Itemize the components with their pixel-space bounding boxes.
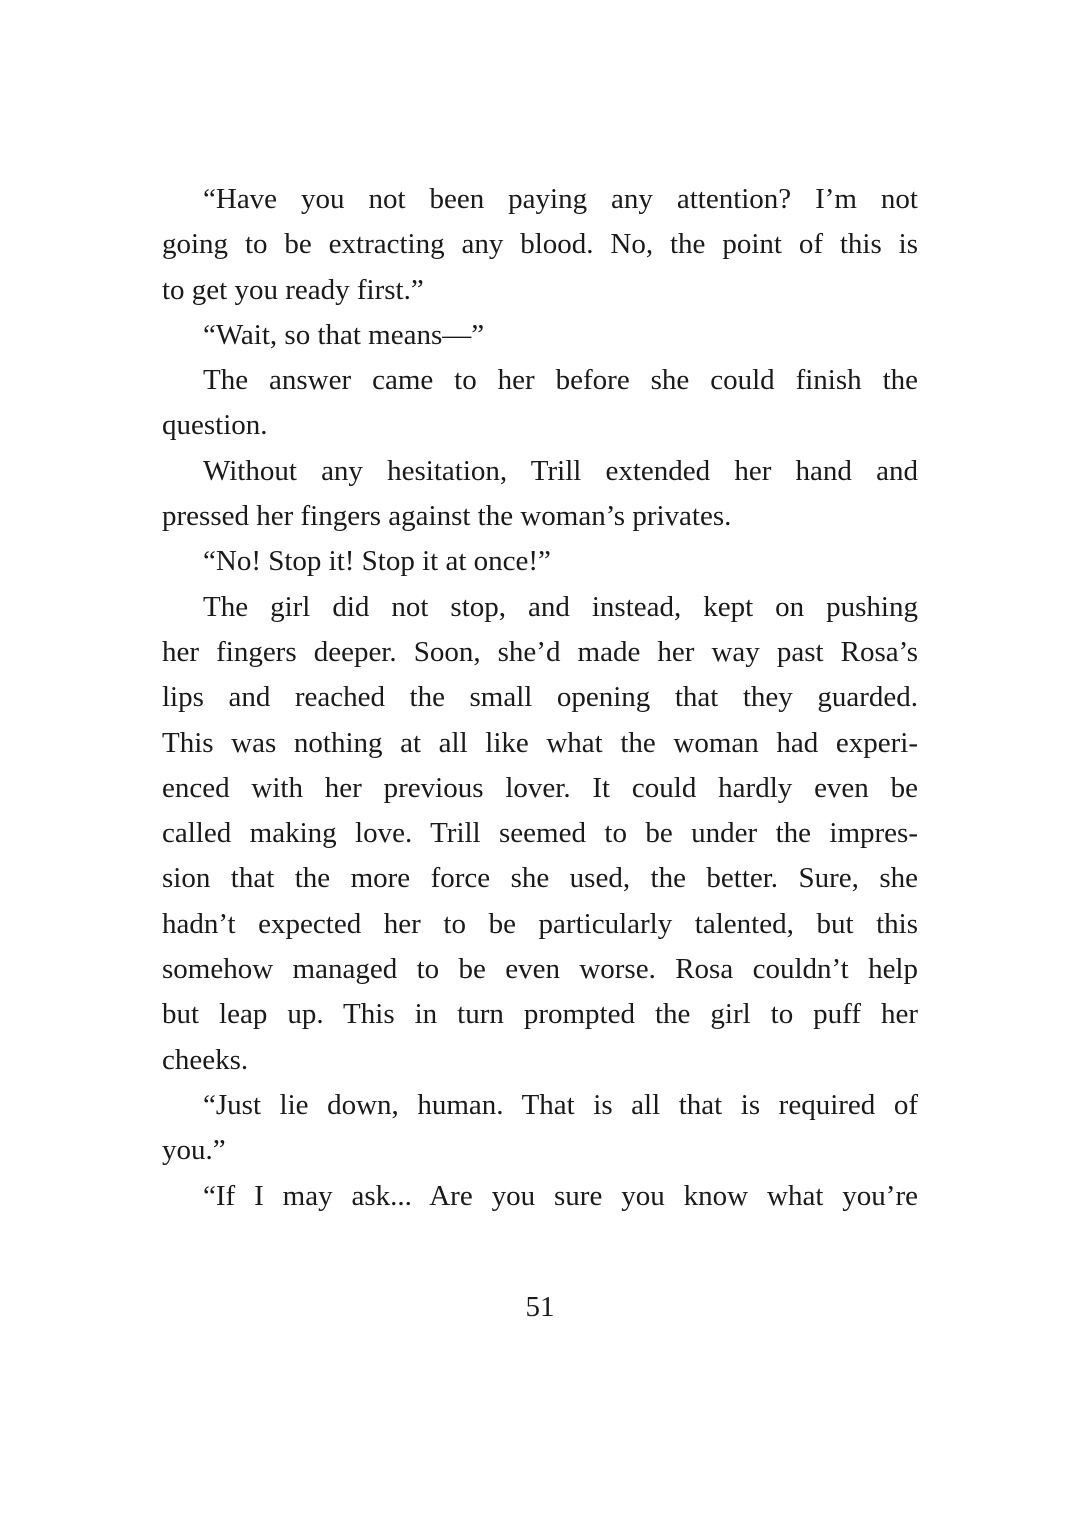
text-line: hadn’t expected her to be particularly talented, but this [162, 907, 918, 940]
text-line: cheeks. [162, 1043, 249, 1076]
text-line: The girl did not stop, and instead, kept on pushing [203, 590, 918, 623]
page-body-text [162, 177, 918, 1219]
text-line: pressed her fingers against the woman’s privates. [162, 500, 732, 533]
text-line: sion that the more force she used, the better. Sure, she [162, 862, 918, 895]
text-line: called making love. Trill seemed to be under the impres- [162, 817, 918, 850]
text-line: This was nothing at all like what the woman had experi- [162, 726, 918, 759]
text-line: her fingers deeper. Soon, she’d made her way past Rosa’s [162, 635, 918, 668]
page-number: 51 [525, 1291, 555, 1323]
text-line: “Just lie down, human. That is all that is required of [203, 1088, 918, 1121]
text-line: somehow managed to be even worse. Rosa couldn’t help [162, 953, 918, 986]
text-line: but leap up. This in turn prompted the girl to puff her [162, 998, 918, 1031]
text-line: The answer came to her before she could finish the [203, 364, 918, 397]
text-line: “Wait, so that means—” [203, 318, 485, 351]
text-line: Without any hesitation, Trill extended her hand and [203, 454, 918, 487]
text-line: “If I may ask... Are you sure you know what you’re [203, 1179, 918, 1212]
text-line: to get you ready first.” [162, 273, 424, 306]
text-line: question. [162, 409, 268, 442]
text-line: lips and reached the small opening that they guarded. [162, 681, 918, 714]
text-line: “No! Stop it! Stop it at once!” [203, 545, 551, 578]
text-line: you.” [162, 1134, 226, 1167]
text-line: enced with her previous lover. It could hardly even be [162, 771, 918, 804]
text-line: “Have you not been paying any attention? I’m not [203, 183, 918, 215]
text-line: going to be extracting any blood. No, the point of this is [162, 228, 918, 261]
